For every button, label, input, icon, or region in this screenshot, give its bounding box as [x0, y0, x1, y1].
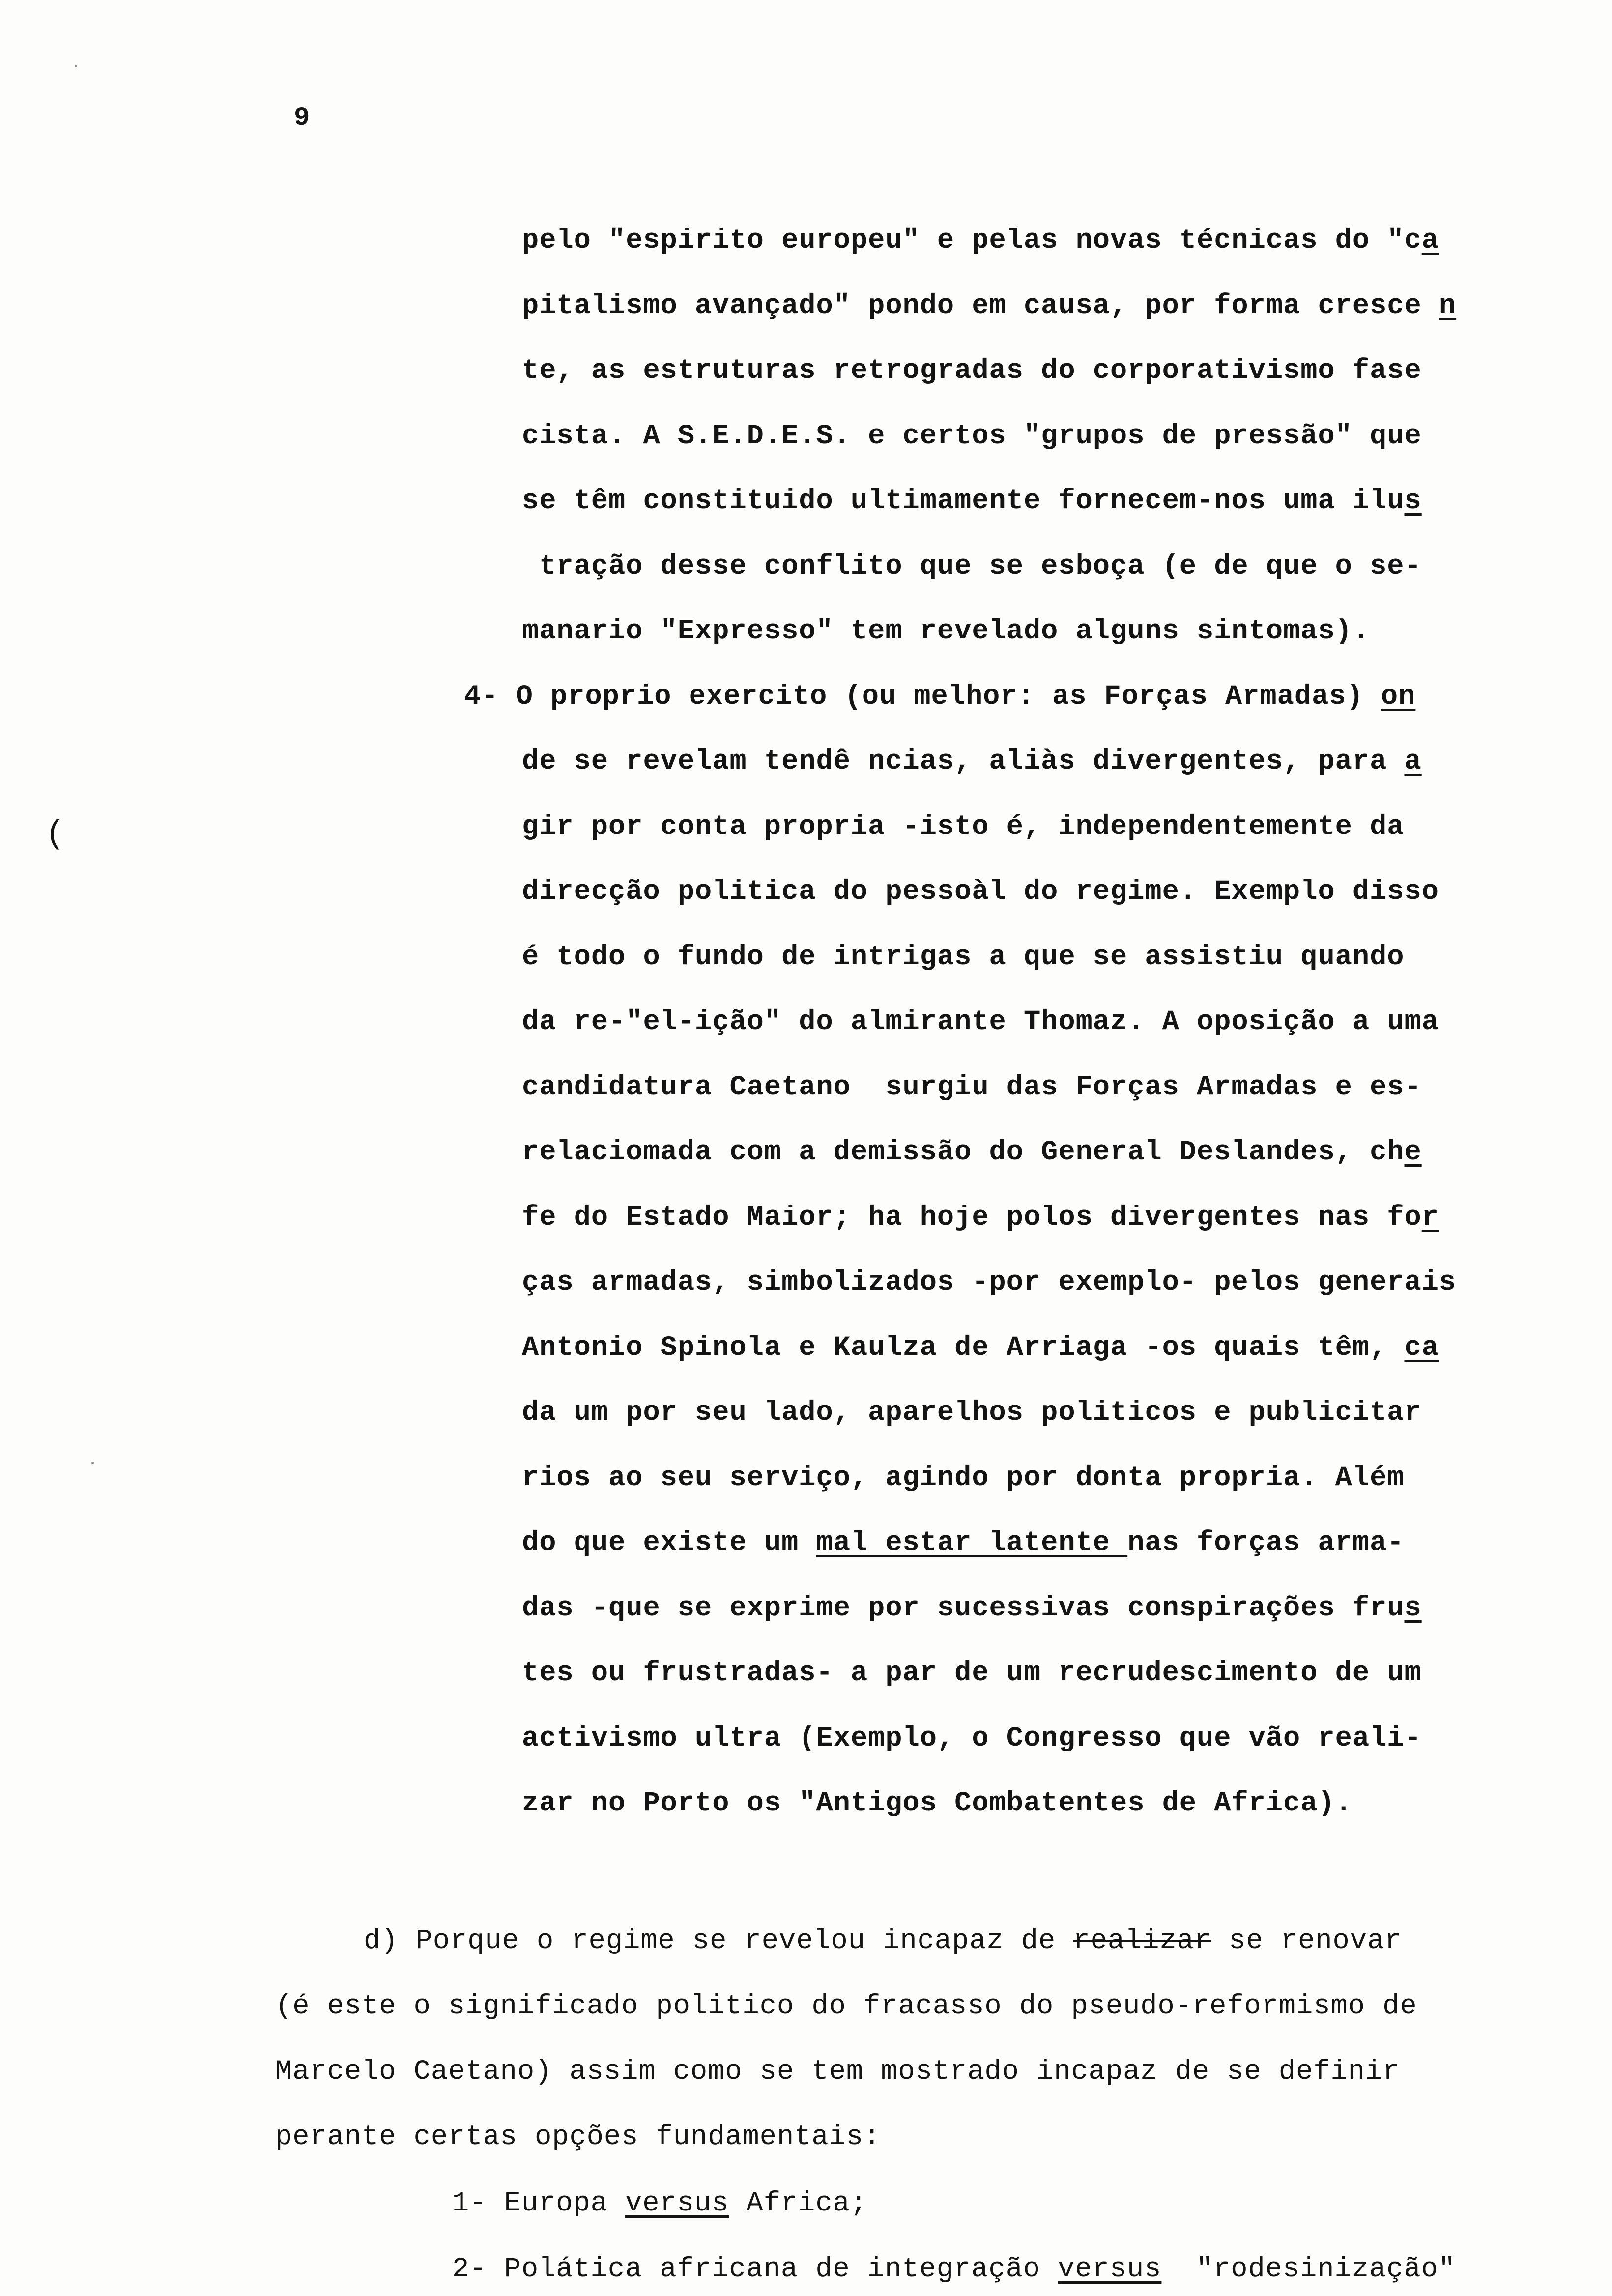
list-text-line	[522, 940, 1404, 975]
underlined-text: s	[1404, 1592, 1422, 1624]
list-text-line	[522, 1656, 1422, 1691]
underlined-text: a	[1421, 225, 1439, 257]
text-run: activismo ultra (Exemplo, o Congresso que vão reali-	[522, 1722, 1422, 1754]
text-run: perante certas opções fundamentais:	[275, 2122, 881, 2153]
text-run: Africa;	[729, 2188, 867, 2219]
text-run: tes ou frustradas- a par de um recrudescimento de um	[522, 1658, 1422, 1689]
text-run: zar no Porto os "Antigos Combatentes de Africa).	[522, 1788, 1353, 1819]
list-text-line	[522, 289, 1456, 323]
list-text-line	[522, 1331, 1439, 1365]
text-run: d) Porque o regime se revelou incapaz de	[364, 1925, 1073, 1957]
underlined-text: e	[1404, 1137, 1422, 1168]
paragraph-text-line	[275, 1989, 1417, 2024]
list-text-line	[522, 1396, 1422, 1430]
list-text-line	[522, 1070, 1422, 1105]
text-run: 1- Europa	[452, 2188, 626, 2219]
list-item-number: 4-	[464, 681, 516, 713]
text-run: cista. A S.E.D.E.S. e certos "grupos de pressão" que	[522, 420, 1422, 452]
text-run: gir por conta propria -isto é, independentemente da	[522, 811, 1405, 843]
text-run: (é este o significado politico do fracasso do pseudo-reformismo de	[275, 1991, 1417, 2022]
list-text-line	[522, 224, 1439, 258]
text-run: relaciomada com a demissão do General Deslandes, ch	[522, 1137, 1405, 1168]
list-text-line	[522, 1591, 1422, 1626]
option-text-line	[452, 2252, 1456, 2287]
text-run: 2- Polática africana de integração	[452, 2254, 1058, 2285]
margin-parenthesis-mark: (	[45, 816, 65, 853]
list-text-line	[522, 354, 1422, 388]
underlined-text: versus	[625, 2188, 729, 2219]
text-run: rios ao seu serviço, agindo por donta propria. Além	[522, 1462, 1405, 1494]
underlined-text: on	[1381, 681, 1416, 713]
page-number: 9	[294, 103, 310, 133]
text-run: tração desse conflito que se esboça (e de que o se-	[522, 550, 1422, 582]
list-text-line	[464, 680, 1415, 714]
text-run: "rodesinização"	[1161, 2254, 1456, 2285]
underlined-text: r	[1421, 1202, 1439, 1234]
text-run: nas forças arma-	[1127, 1527, 1405, 1559]
list-text-line	[522, 419, 1422, 454]
text-run: se renovar	[1211, 1925, 1402, 1957]
underlined-text: a	[1404, 746, 1422, 777]
text-run: O proprio exercito (ou melhor: as Forças Armadas)	[516, 681, 1381, 713]
paragraph-text-line	[275, 2120, 881, 2154]
list-text-line	[522, 1722, 1422, 1756]
underlined-text: n	[1439, 290, 1457, 322]
text-run: da re-"el-ição" do almirante Thomaz. A oposição a uma	[522, 1006, 1439, 1038]
text-run: candidatura Caetano surgiu das Forças Armadas e es-	[522, 1071, 1422, 1103]
list-text-line	[522, 745, 1422, 779]
text-run: do que existe um	[522, 1527, 816, 1559]
list-text-line	[522, 810, 1404, 844]
text-run: da um por seu lado, aparelhos politicos e publicitar	[522, 1397, 1422, 1429]
paper-speck	[91, 1462, 94, 1464]
list-text-line	[522, 1005, 1439, 1039]
text-run: das -que se exprime por sucessivas conspirações fru	[522, 1592, 1405, 1624]
text-run: se têm constituido ultimamente fornecem-nos uma ilu	[522, 486, 1405, 517]
list-text-line	[522, 1265, 1456, 1300]
list-text-line	[522, 1526, 1405, 1560]
underlined-text: mal estar latente	[816, 1527, 1128, 1559]
text-run: te, as estruturas retrogradas do corporativismo fase	[522, 355, 1422, 387]
list-text-line	[522, 614, 1370, 649]
text-run: manario "Expresso" tem revelado alguns sintomas).	[522, 616, 1370, 647]
list-text-line	[522, 549, 1422, 584]
list-text-line	[522, 1135, 1422, 1170]
text-run: ças armadas, simbolizados -por exemplo- pelos generais	[522, 1267, 1457, 1298]
paper-speck	[75, 65, 77, 67]
paragraph-text-line	[364, 1924, 1402, 1958]
list-text-line	[522, 875, 1439, 909]
text-run: Antonio Spinola e Kaulza de Arriaga -os quais têm,	[522, 1332, 1405, 1364]
list-text-line	[522, 484, 1422, 518]
underlined-text: versus	[1058, 2254, 1162, 2285]
text-run: de se revelam tendê ncias, aliàs divergentes, para	[522, 746, 1405, 777]
text-run: fe do Estado Maior; ha hoje polos divergentes nas fo	[522, 1202, 1422, 1234]
underlined-text: ca	[1404, 1332, 1439, 1364]
text-run: pitalismo avançado" pondo em causa, por forma cresce	[522, 290, 1439, 322]
option-text-line	[452, 2186, 867, 2221]
underlined-text: s	[1404, 486, 1422, 517]
paragraph-text-line	[275, 2055, 1400, 2089]
text-run: pelo "espirito europeu" e pelas novas técnicas do "c	[522, 225, 1422, 257]
list-text-line	[522, 1786, 1353, 1821]
text-run: direcção politica do pessoàl do regime. Exemplo disso	[522, 876, 1439, 908]
list-text-line	[522, 1201, 1439, 1235]
list-text-line	[522, 1461, 1404, 1495]
struck-text: realizar	[1073, 1925, 1212, 1957]
text-run: Marcelo Caetano) assim como se tem mostrado incapaz de se definir	[275, 2056, 1400, 2088]
text-run: é todo o fundo de intrigas a que se assistiu quando	[522, 941, 1405, 973]
